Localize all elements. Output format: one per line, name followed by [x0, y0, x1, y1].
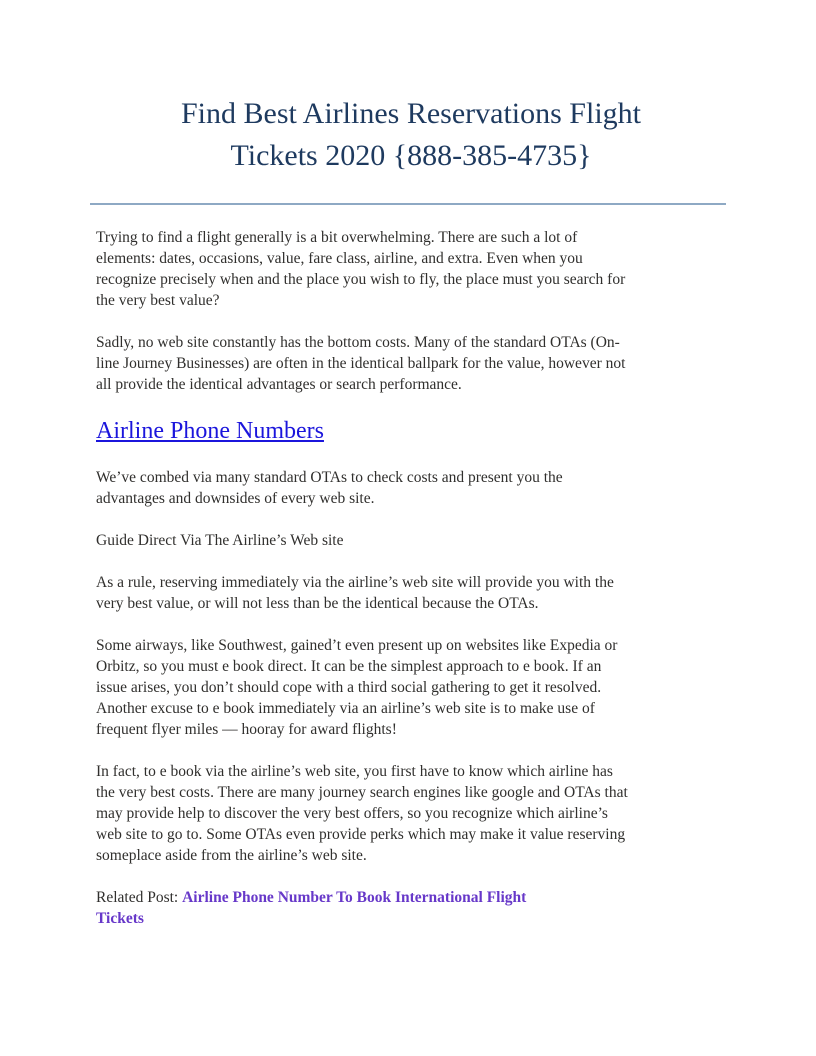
title-divider: [90, 203, 726, 205]
related-post-link[interactable]: Airline Phone Number To Book International Flight Tickets: [96, 889, 527, 927]
airline-phone-numbers-link[interactable]: Airline Phone Numbers: [96, 418, 324, 444]
paragraph-no-site: Sadly, no web site constantly has the bottom costs. Many of the standard OTAs (On- line Journey Businesses) are often in the identical ballpark for the value, however not all provide the identical advantages or search performance.: [96, 334, 626, 393]
paragraph-intro: Trying to find a flight generally is a bit overwhelming. There are such a lot of elements: dates, occasions, value, fare class, airline, and extra. Even when you recognize precisely when and the place you wish to fly, the place must you search for the very best value?: [96, 229, 626, 309]
section-heading: [96, 416, 726, 446]
article-body: [96, 227, 726, 929]
paragraph-in-fact: In fact, to e book via the airline’s web site, you first have to know which airline has the very best costs. There are many journey search engines like google and OTAs that may provide help to discover the very best offers, so you recognize which airline’s web site to go to. Some OTAs even provide perks which may make it value reserving someplace aside from the airline’s web site.: [96, 763, 628, 864]
related-post-label: Related Post:: [96, 889, 183, 906]
paragraph-combed: We’ve combed via many standard OTAs to check costs and present you the advantages and downsides of every web site.: [96, 469, 563, 507]
paragraph-southwest: Some airways, like Southwest, gained’t even present up on websites like Expedia or Orbitz, so you must e book direct. It can be the simplest approach to e book. If an issue arises, you don’t should cope with a third social gathering to get it resolved. Another excuse to e book immediately via an airline’s web site is to make use of frequent flyer miles — hooray for award flights!: [96, 637, 618, 738]
paragraph-guide-direct: Guide Direct Via The Airline’s Web site: [96, 532, 344, 549]
page-title: Find Best Airlines Reservations Flight Tickets 2020 {888-385-4735}: [180, 97, 641, 172]
paragraph-related-post: [96, 887, 726, 929]
paragraph-as-a-rule: As a rule, reserving immediately via the airline’s web site will provide you with the very best value, or will not less than be the identical because the OTAs.: [96, 574, 614, 612]
